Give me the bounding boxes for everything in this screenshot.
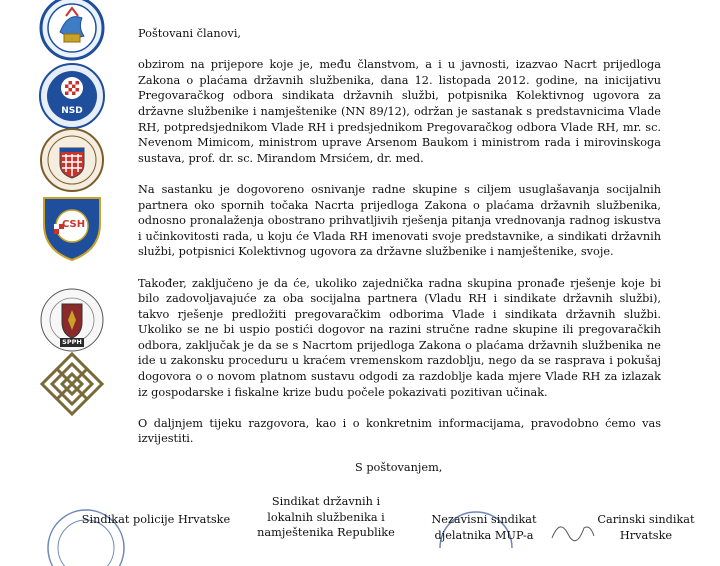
crest-icon	[38, 0, 106, 62]
csh-logo	[38, 194, 106, 262]
csh-logo-label: CSH	[62, 219, 86, 230]
letter-greeting: Poštovani članovi,	[138, 27, 242, 40]
signatory-2-line3: namještenika Republike	[257, 526, 395, 540]
signatory-2-line1: Sindikat državnih i	[271, 495, 381, 508]
signatory-1-line1: Sindikat policije Hrvatske	[81, 513, 231, 526]
nsd-logo-label: NSD	[61, 106, 83, 116]
letter-paragraph-2: Na sastanku je dogovoreno osnivanje radne skupine s ciljem usuglašavanja socijalnih partnera oko spornih točaka Nacrta prijedloga Zakona o plaćama državnih službenika, odnosno pronalaženja obostrano prihvatljivih rješenja pitanja vrednovanja radnog iskustva i učinkovitosti rada, u koju će Vlada RH imenovati svoje predstavnike, a sindikati državnih službi, potpisnici Kolektivnog ugovora za državne službenike i namještenike, svoje.	[138, 182, 661, 259]
knot-logo	[38, 350, 106, 418]
spph-logo	[38, 286, 106, 354]
letter-paragraph-1: obzirom na prijepore koje je, među članstvom, a i u javnosti, izazvao Nacrt prijedloga Zakona o plaćama državnih službenika, dana 12. listopada 2012. godine, na inicijativu Pregovaračkog odbora sindikata državnih službi, potpisnika Kolektivnog ugovora za državne službenike i namještenike (NN 89/12), održan je sastanak s predstavnicima Vlade RH, potpredsjednikom Vlade RH i predsjednikom Pregovaračkog odbora Vlade RH, mr. sc. Nevenom Mimicom, ministrom uprave Arsenom Baukom i ministrom rada i mirovinskoga sustava, prof. dr. sc. Mirandom Mrsićem, dr. med.	[138, 58, 661, 165]
signatory-police-union	[80, 512, 232, 528]
nsd-badge-icon	[38, 62, 106, 130]
union-logos-column	[38, 0, 106, 540]
shield-emblem-icon	[38, 126, 106, 194]
letter-body	[138, 26, 661, 463]
union-logo-1	[38, 0, 106, 62]
signatory-3-line1: Nezavisni sindikat	[431, 513, 537, 526]
letter-paragraph-4: O daljnjem tijeku razgovora, kao i o konkretnim informacijama, pravodobno ćemo vas izvijestiti.	[138, 416, 661, 446]
letter-closing: S poštovanjem,	[355, 461, 443, 474]
signatory-state-employees-union	[246, 494, 406, 541]
signatory-3-line2: djelatnika MUP-a	[434, 528, 534, 542]
signatory-mup-union	[418, 512, 550, 543]
nsd-logo	[38, 62, 106, 130]
signatory-4-line1: Carinski sindikat	[597, 513, 695, 526]
signatory-2-line2: lokalnih službenika i	[267, 510, 385, 524]
signatory-4-line2: Hrvatske	[619, 528, 673, 542]
spph-logo-label: SPPH	[62, 338, 82, 346]
letter-paragraph-3: Također, zaključeno je da će, ukoliko zajednička radna skupina pronađe rješenje koje bi bilo zadovoljavajuće za oba socijalna partnera (Vladu RH i sindikate državnih službi), takvo rješenje predložiti pregovaračkim odborima Vlade i sindikata državnih službi. Ukoliko se ne bi uspio postići dogovor na razini stručne radne skupine ili pregovaračkih odbora, zaključak je da se s Nacrtom prijedloga Zakona o plaćama državnih službenika ne ide u zakonsku proceduru u kraćem vremenskom razdoblju, nego da se rasprava i pokušaj dogovora o o novom platnom sustavu odgodi za razdoblje kada mjere Vlade RH za izlazak iz gospodarske i fiskalne krize budu počele pokazivati pozitivan učinak.	[138, 276, 661, 399]
union-logo-3	[38, 126, 106, 194]
signatory-customs-union	[584, 512, 708, 543]
croatian-knot-icon	[38, 350, 106, 418]
